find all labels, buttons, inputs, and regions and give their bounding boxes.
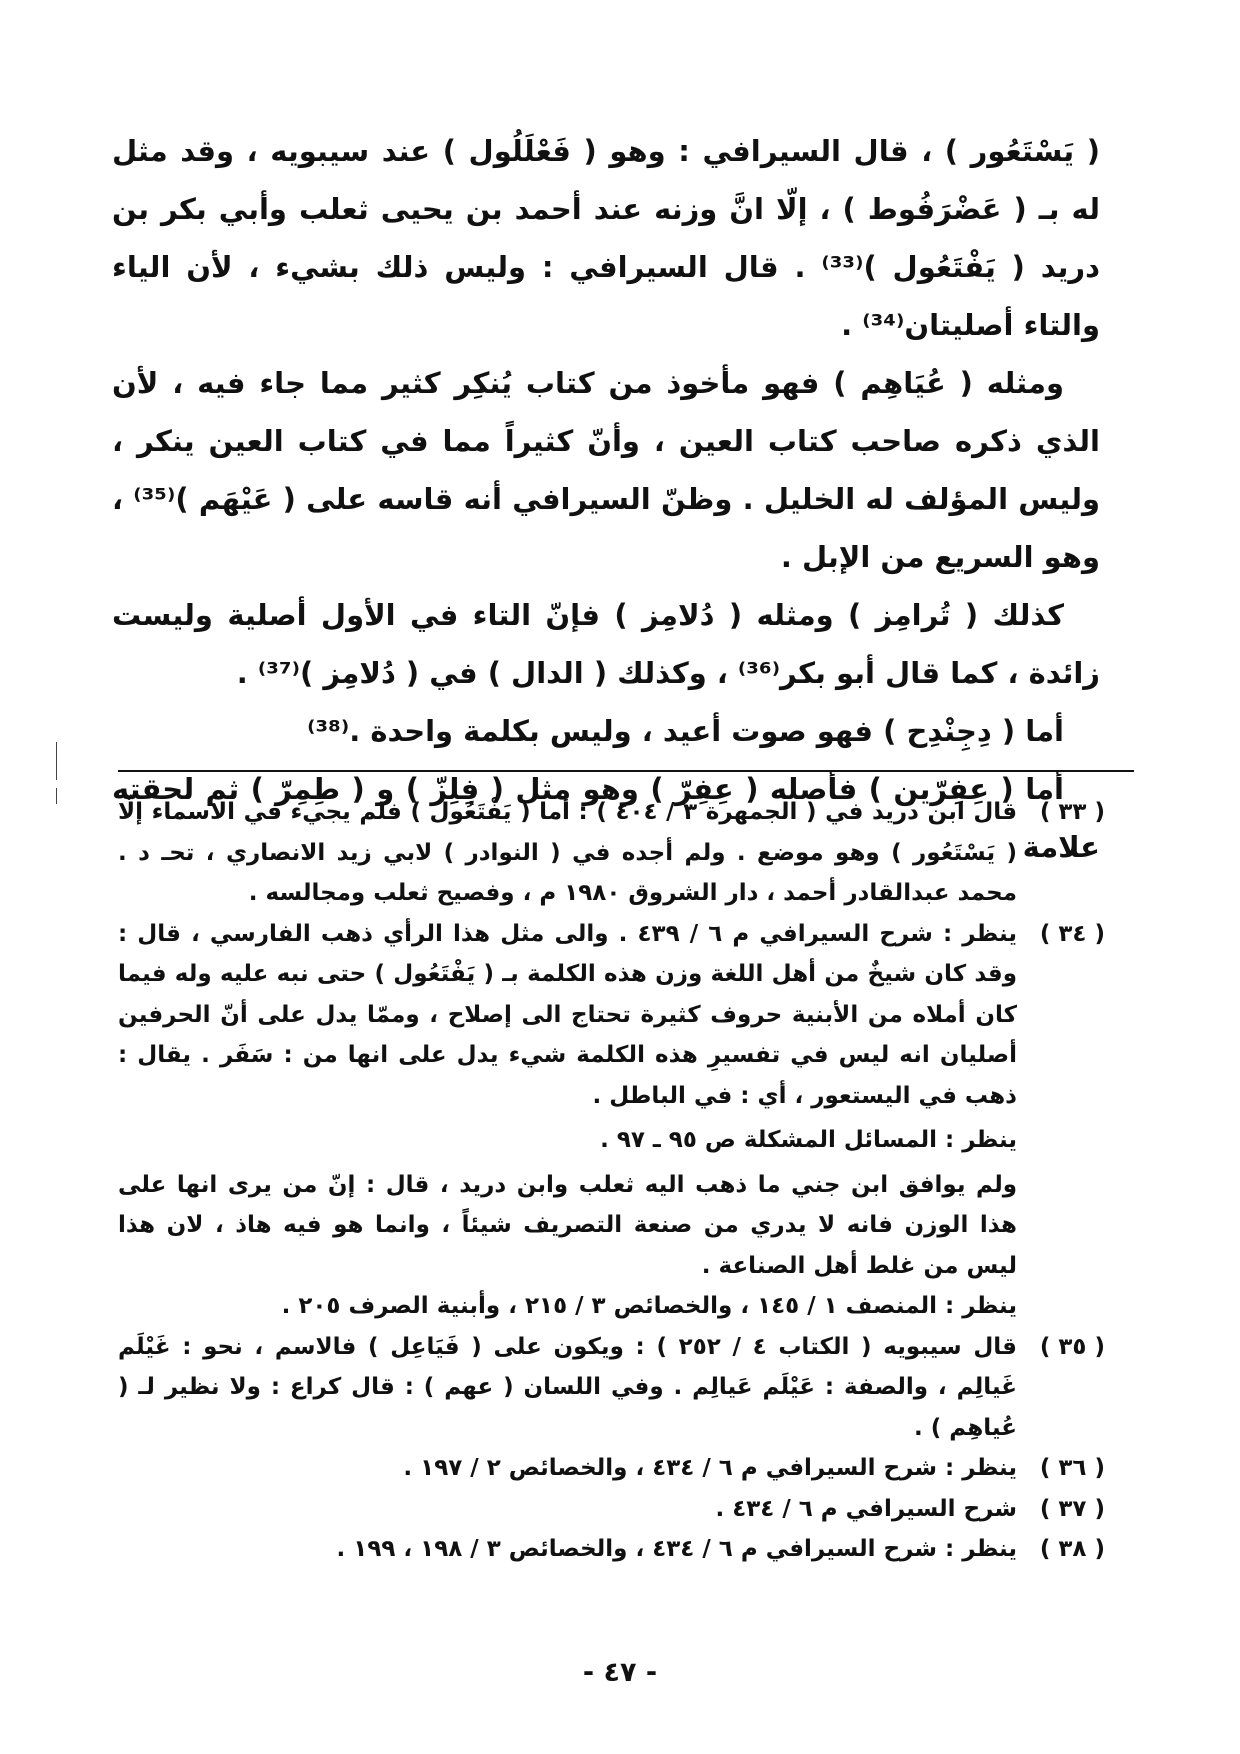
margin-mark	[56, 742, 57, 780]
footnote	[118, 1529, 1105, 1570]
footnote-number: ( ٣٤ )	[1039, 920, 1105, 947]
main-paragraph: أما ( دِجِنْدِح ) فهو صوت أعيد ، وليس بكلمة واحدة .⁽³⁸⁾	[307, 714, 1064, 748]
footnote	[118, 1327, 1105, 1449]
main-paragraph: كذلك ( تُرامِز ) ومثله ( دُلامِز ) فإنّ التاء في الأول أصلية وليست زائدة ، كما قال أبو بكر⁽³⁶⁾ ، وكذلك ( الدال ) في ( دُلامِز )⁽³⁷⁾ .	[112, 598, 1100, 690]
footnote-text: ينظر : شرح السيرافي م ٦ / ٤٣٤ ، والخصائص ٣ / ١٩٨ ، ١٩٩ .	[336, 1536, 1017, 1562]
main-paragraph: أما ( عِفِرّين ) فأصله ( عِفِرّ ) وهو مثل ( فِلِزّ ) و ( طِمِرّ ) ثم لحقته علامة	[112, 772, 1100, 864]
footnote-text: ولم يوافق ابن جني ما ذهب اليه ثعلب وابن دريد ، قال : إنّ من يرى انها على هذا الوزن فانه لا يدري من صنعة التصريف شيئاً ، وانما هو فيه هاذ ، لان هذا ليس من غلط أهل الصناعة .	[118, 1171, 1017, 1279]
footnote-number: ( ٣٧ )	[1039, 1495, 1105, 1522]
main-text	[112, 122, 1100, 876]
footnote-reference: ينظر : المسائل المشكلة ص ٩٥ ـ ٩٧ .	[600, 1127, 1017, 1153]
footnote	[118, 1448, 1105, 1489]
margin-mark	[56, 788, 57, 804]
footnote-separator	[118, 770, 1134, 772]
footnote-number: ( ٣٣ )	[1039, 799, 1105, 825]
footnote-body	[118, 1448, 1017, 1489]
footnote	[118, 792, 1105, 914]
footnote-text: شرح السيرافي م ٦ / ٤٣٤ .	[715, 1495, 1017, 1522]
footnote-number: ( ٣٦ )	[1039, 1455, 1105, 1481]
footnote-number: ( ٣٥ )	[1039, 1333, 1105, 1360]
footnote-text: قال سيبويه ( الكتاب ٤ / ٢٥٢ ) : ويكون على ( فَيَاعِل ) فالاسم ، نحو : غَيْلَم غَيالِم ، والصفة : عَيْلَم عَيالِم . وفي اللسان ( عهم ) : قال كراع : ولا نظير لـ ( عُياهِم ) .	[118, 1333, 1017, 1441]
footnote-reference: ينظر : المنصف ١ / ١٤٥ ، والخصائص ٣ / ٢١٥ ، وأبنية الصرف ٢٠٥ .	[281, 1293, 1017, 1319]
main-paragraph: ( يَسْتَعُور ) ، قال السيرافي : وهو ( فَعْلَلُول ) عند سيبويه ، وقد مثل له بـ ( عَضْرَفُوط ) ، إلّا انَّ وزنه عند أحمد بن يحيى ثعلب وأبي بكر بن دريد ( يَفْتَعُول )⁽³³⁾ . قال السيرافي : وليس ذلك بشيء ، لأن الياء والتاء أصليتان⁽³⁴⁾ .	[112, 134, 1100, 342]
page-number: - ٤٧ -	[582, 1657, 658, 1688]
footnote-body	[118, 1489, 1017, 1530]
footnote-body	[118, 914, 1017, 1327]
footnote-text: قال ابن دريد في ( الجمهرة ٣ / ٤٠٤ ) : أما ( يَفْتَعُول ) فلم يجيء في الاسماء إلّا ( يَسْتَعُور ) وهو موضع . ولم أجده في ( النوادر ) لابي زيد الانصاري ، تحـ د . محمد عبدالقادر أحمد ، دار الشروق ١٩٨٠ م ، وفصيح ثعلب ومجالسه .	[118, 799, 1018, 906]
footnote	[118, 914, 1105, 1327]
main-paragraph: ومثله ( عُيَاهِم ) فهو مأخوذ من كتاب يُنكِر كثير مما جاء فيه ، لأن الذي ذكره صاحب كتاب العين ، وأنّ كثيراً مما في كتاب العين ينكر ، وليس المؤلف له الخليل . وظنّ السيرافي أنه قاسه على ( عَيْهَم )⁽³⁵⁾ ، وهو السريع من الإبل .	[112, 366, 1100, 574]
footnote-number: ( ٣٨ )	[1039, 1536, 1105, 1562]
footnote-body	[118, 792, 1017, 914]
footnote-text: ينظر : شرح السيرافي م ٦ / ٤٣٤ ، والخصائص ٢ / ١٩٧ .	[403, 1455, 1017, 1481]
footnote	[118, 1489, 1105, 1530]
footnotes	[118, 792, 1105, 1570]
footnote-body	[118, 1529, 1017, 1570]
footnote-text: ينظر : شرح السيرافي م ٦ / ٤٣٩ . والى مثل هذا الرأي ذهب الفارسي ، قال : وقد كان شيخٌ من أهل اللغة وزن هذه الكلمة بـ ( يَفْتَعُول ) حتى نبه عليه وله فيما كان أملاه من الأبنية حروف كثيرة تحتاج الى إصلاح ، وممّا يدل على أنّ الحرفين أصليان انه ليس في تفسيرِ هذه الكلمة شيء يدل على انها من : سَفَر . يقال : ذهب في اليستعور ، أي : في الباطل .	[118, 920, 1017, 1109]
footnote-body	[118, 1327, 1017, 1449]
